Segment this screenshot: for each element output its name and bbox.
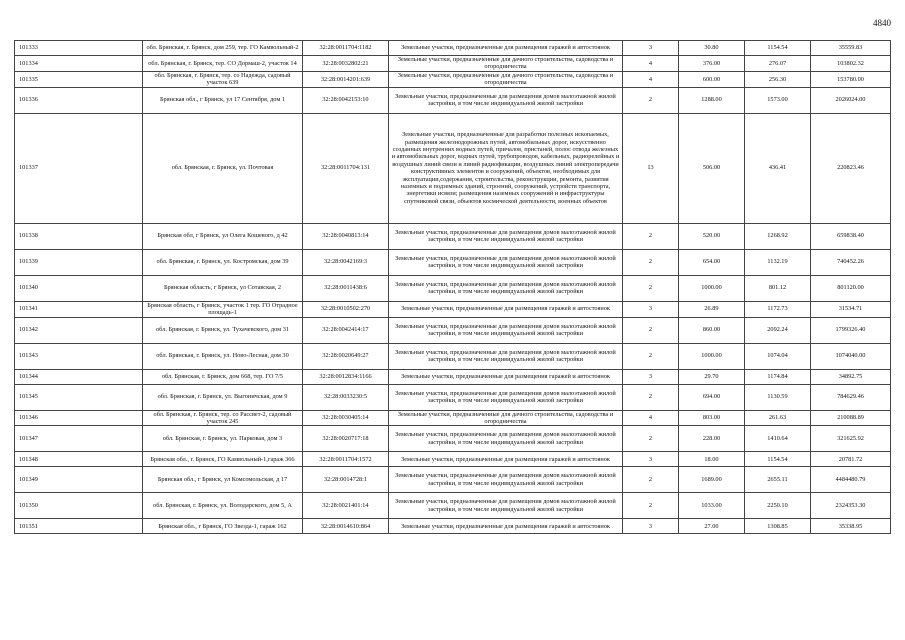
group-cell: 2 — [623, 467, 679, 493]
cadastral-value-cell: 2026024.00 — [811, 87, 891, 113]
table-row — [15, 493, 891, 519]
table-row — [15, 249, 891, 275]
land-use-cell: Земельные участки, предназначенные для размещения домов малоэтажной жилой застройки, в том числе индивидуальной жилой застройки — [389, 343, 623, 369]
cadastral-value-cell: 784629.46 — [811, 384, 891, 410]
table-row — [15, 301, 891, 317]
cadastral-value-cell: 4484480.79 — [811, 467, 891, 493]
row-id-cell: 101349 — [15, 467, 143, 493]
cadastral-number-cell: 32:28:0012834:1166 — [303, 369, 389, 384]
address-cell: обл. Брянская, г. Брянск, тер. со Надежда, садовый участок 639 — [143, 71, 303, 87]
address-cell: Брянская обл., г. Брянск, ГО Камвольный-1,гараж 366 — [143, 452, 303, 467]
specific-value-cell: 1130.59 — [745, 384, 811, 410]
table-row — [15, 317, 891, 343]
row-id-cell: 101345 — [15, 384, 143, 410]
cadastral-value-cell: 1074040.00 — [811, 343, 891, 369]
row-id-cell: 101342 — [15, 317, 143, 343]
cadastral-value-cell: 35338.95 — [811, 519, 891, 534]
cadastral-value-cell: 31534.71 — [811, 301, 891, 317]
address-cell: обл. Брянская, г. Брянск, ул. Выгоничская, дом 9 — [143, 384, 303, 410]
specific-value-cell: 1573.00 — [745, 87, 811, 113]
group-cell: 13 — [623, 113, 679, 223]
table-row — [15, 519, 891, 534]
specific-value-cell: 1132.19 — [745, 249, 811, 275]
row-id-cell: 101343 — [15, 343, 143, 369]
cadastral-value-cell: 35559.83 — [811, 41, 891, 56]
cadastral-number-cell: 32:28:0040813:14 — [303, 223, 389, 249]
cadastral-number-cell: 32:28:0021401:14 — [303, 493, 389, 519]
land-use-cell: Земельные участки, предназначенные для размещения домов малоэтажной жилой застройки, в том числе индивидуальной жилой застройки — [389, 275, 623, 301]
group-cell: 2 — [623, 426, 679, 452]
land-use-cell: Земельные участки, предназначенные для размещения домов малоэтажной жилой застройки, в том числе индивидуальной жилой застройки — [389, 467, 623, 493]
area-cell: 1000.00 — [679, 275, 745, 301]
specific-value-cell: 256.30 — [745, 71, 811, 87]
group-cell: 3 — [623, 301, 679, 317]
row-id-cell: 101335 — [15, 71, 143, 87]
specific-value-cell: 1410.64 — [745, 426, 811, 452]
table-row — [15, 452, 891, 467]
row-id-cell: 101351 — [15, 519, 143, 534]
cadastral-value-cell: 740452.26 — [811, 249, 891, 275]
cadastral-value-cell: 659838.40 — [811, 223, 891, 249]
row-id-cell: 101348 — [15, 452, 143, 467]
land-use-cell: Земельные участки, предназначенные для размещения гаражей и автостоянок — [389, 369, 623, 384]
area-cell: 27.00 — [679, 519, 745, 534]
group-cell: 3 — [623, 369, 679, 384]
row-id-cell: 101339 — [15, 249, 143, 275]
row-id-cell: 101334 — [15, 56, 143, 72]
row-id-cell: 101350 — [15, 493, 143, 519]
land-use-cell: Земельные участки, предназначенные для разработки полезных ископаемых, размещения железнодорожных путей, автомобильных дорог, искусственно созданных внутренних водных путей, причалов, пристаней, полос отвода железных и автомобильных дорог, водных путей, трубопроводов, кабельных, радиорелейных и воздушных линий связи и линий радиофикации, воздушных линий электропередачи конструктивных элементов и сооружений, объектов, необходимых для эксплуатации,содержания, строительства, реконструкции, ремонта, развития наземных и подземных зданий, строений, сооружений, устройств транспорта, энергетики исвязи; размещения наземных сооружений и инфраструктуры спутниковой связи, объектов космической деятельности, военных объектов — [389, 113, 623, 223]
cadastral-number-cell: 32:28:0011704:1572 — [303, 452, 389, 467]
area-cell: 1033.00 — [679, 493, 745, 519]
group-cell: 3 — [623, 41, 679, 56]
group-cell: 2 — [623, 275, 679, 301]
cadastral-value-cell: 2324353.30 — [811, 493, 891, 519]
row-id-cell: 101340 — [15, 275, 143, 301]
specific-value-cell: 1174.84 — [745, 369, 811, 384]
page-number: 4840 — [873, 18, 891, 28]
address-cell: Брянская область, г Брянск, ул Сотавская, 2 — [143, 275, 303, 301]
cadastral-number-cell: 32:28:0020649:27 — [303, 343, 389, 369]
area-cell: 694.00 — [679, 384, 745, 410]
area-cell: 860.00 — [679, 317, 745, 343]
area-cell: 29.70 — [679, 369, 745, 384]
row-id-cell: 101337 — [15, 113, 143, 223]
table-row — [15, 384, 891, 410]
address-cell: обл. Брянская, г. Брянск, тер. со Рассвет-2, садовый участок 245 — [143, 410, 303, 426]
specific-value-cell: 1268.92 — [745, 223, 811, 249]
land-use-cell: Земельные участки, предназначенные для дачного строительства, садоводства и огородничества — [389, 56, 623, 72]
specific-value-cell: 2092.24 — [745, 317, 811, 343]
cadastral-value-cell: 220823.46 — [811, 113, 891, 223]
address-cell: обл. Брянская, г. Брянск, ул. Почтовая — [143, 113, 303, 223]
row-id-cell: 101338 — [15, 223, 143, 249]
area-cell: 654.00 — [679, 249, 745, 275]
specific-value-cell: 2250.10 — [745, 493, 811, 519]
cadastral-number-cell: 32:28:0014610:864 — [303, 519, 389, 534]
specific-value-cell: 1154.54 — [745, 41, 811, 56]
address-cell: обл. Брянская, г. Брянск, ул. Тухачевского, дом 31 — [143, 317, 303, 343]
cadastral-number-cell: 32:28:0011438:6 — [303, 275, 389, 301]
table-row — [15, 426, 891, 452]
cadastral-number-cell: 32:28:0010502:270 — [303, 301, 389, 317]
group-cell: 3 — [623, 452, 679, 467]
group-cell: 2 — [623, 493, 679, 519]
land-use-cell: Земельные участки, предназначенные для размещения гаражей и автостоянок — [389, 301, 623, 317]
specific-value-cell: 1308.85 — [745, 519, 811, 534]
area-cell: 506.00 — [679, 113, 745, 223]
table-row — [15, 41, 891, 56]
specific-value-cell: 801.12 — [745, 275, 811, 301]
cadastral-value-table — [14, 40, 891, 534]
address-cell: обл. Брянская, г. Брянск, ул. Костромская, дом 39 — [143, 249, 303, 275]
row-id-cell: 101333 — [15, 41, 143, 56]
land-use-cell: Земельные участки, предназначенные для размещения домов малоэтажной жилой застройки, в том числе индивидуальной жилой застройки — [389, 87, 623, 113]
cadastral-number-cell: 32:28:0014728:1 — [303, 467, 389, 493]
cadastral-number-cell: 32:28:0030405:14 — [303, 410, 389, 426]
address-cell: обл. Брянская, г. Брянск, ул. Ново-Лесная, дом 30 — [143, 343, 303, 369]
cadastral-value-cell: 34892.75 — [811, 369, 891, 384]
cadastral-number-cell: 32:28:0011704:131 — [303, 113, 389, 223]
land-use-cell: Земельные участки, предназначенные для дачного строительства, садоводства и огородничества — [389, 71, 623, 87]
row-id-cell: 101347 — [15, 426, 143, 452]
row-id-cell: 101336 — [15, 87, 143, 113]
specific-value-cell: 1074.04 — [745, 343, 811, 369]
group-cell: 2 — [623, 343, 679, 369]
land-use-cell: Земельные участки, предназначенные для размещения домов малоэтажной жилой застройки, в том числе индивидуальной жилой застройки — [389, 426, 623, 452]
group-cell: 2 — [623, 317, 679, 343]
land-use-cell: Земельные участки, предназначенные для размещения домов малоэтажной жилой застройки, в том числе индивидуальной жилой застройки — [389, 317, 623, 343]
area-cell: 30.80 — [679, 41, 745, 56]
cadastral-number-cell: 32:28:0014201:639 — [303, 71, 389, 87]
group-cell: 2 — [623, 87, 679, 113]
group-cell: 4 — [623, 410, 679, 426]
table-row — [15, 113, 891, 223]
address-cell: Брянская область, г Брянск, участок 1 тер. ГО Отрадное площадь-1 — [143, 301, 303, 317]
area-cell: 228.00 — [679, 426, 745, 452]
area-cell: 600.00 — [679, 71, 745, 87]
cadastral-value-cell: 153780.00 — [811, 71, 891, 87]
land-use-cell: Земельные участки, предназначенные для размещения гаражей и автостоянок — [389, 519, 623, 534]
address-cell: Брянская обл., г Брянск, ул Комсомольская, д 17 — [143, 467, 303, 493]
table-row — [15, 410, 891, 426]
land-use-cell: Земельные участки, предназначенные для размещения домов малоэтажной жилой застройки, в том числе индивидуальной жилой застройки — [389, 384, 623, 410]
specific-value-cell: 261.63 — [745, 410, 811, 426]
address-cell: Брянская обл, г Брянск, ул Олега Кошевого, д 42 — [143, 223, 303, 249]
row-id-cell: 101346 — [15, 410, 143, 426]
cadastral-number-cell: 32:28:0020717:18 — [303, 426, 389, 452]
table-row — [15, 71, 891, 87]
address-cell: Брянская обл., г Брянск, ГО Звезда-1, гараж 162 — [143, 519, 303, 534]
specific-value-cell: 1154.54 — [745, 452, 811, 467]
land-use-cell: Земельные участки, предназначенные для размещения гаражей и автостоянок — [389, 452, 623, 467]
land-use-cell: Земельные участки, предназначенные для размещения домов малоэтажной жилой застройки, в том числе индивидуальной жилой застройки — [389, 249, 623, 275]
cadastral-value-cell: 801120.00 — [811, 275, 891, 301]
cadastral-number-cell: 32:28:0042169:3 — [303, 249, 389, 275]
area-cell: 520.00 — [679, 223, 745, 249]
address-cell: обл. Брянская, г. Брянск, дом 259, тер. ГО Камвольный-2 — [143, 41, 303, 56]
cadastral-value-cell: 103802.32 — [811, 56, 891, 72]
group-cell: 2 — [623, 384, 679, 410]
area-cell: 26.89 — [679, 301, 745, 317]
address-cell: обл. Брянская, г. Брянск, ул. Парковая, дом 3 — [143, 426, 303, 452]
cadastral-value-cell: 20781.72 — [811, 452, 891, 467]
cadastral-value-cell: 321625.92 — [811, 426, 891, 452]
table-row — [15, 369, 891, 384]
table-row — [15, 87, 891, 113]
group-cell: 2 — [623, 249, 679, 275]
cadastral-number-cell: 32:28:0011704:1182 — [303, 41, 389, 56]
group-cell: 3 — [623, 519, 679, 534]
address-cell: Брянская обл., г Брянск, ул 17 Сентября, дом 1 — [143, 87, 303, 113]
area-cell: 803.00 — [679, 410, 745, 426]
area-cell: 1689.00 — [679, 467, 745, 493]
specific-value-cell: 436.41 — [745, 113, 811, 223]
address-cell: обл. Брянская, г. Брянск, тер. СО Дормаш-2, участок 14 — [143, 56, 303, 72]
cadastral-number-cell: 32:28:0042414:17 — [303, 317, 389, 343]
table-row — [15, 56, 891, 72]
land-use-cell: Земельные участки, предназначенные для размещения домов малоэтажной жилой застройки, в том числе индивидуальной жилой застройки — [389, 223, 623, 249]
specific-value-cell: 276.07 — [745, 56, 811, 72]
land-use-cell: Земельные участки, предназначенные для размещения домов малоэтажной жилой застройки, в том числе индивидуальной жилой застройки — [389, 493, 623, 519]
table-row — [15, 223, 891, 249]
cadastral-value-cell: 1799326.40 — [811, 317, 891, 343]
specific-value-cell: 2655.11 — [745, 467, 811, 493]
area-cell: 18.00 — [679, 452, 745, 467]
land-use-cell: Земельные участки, предназначенные для дачного строительства, садоводства и огородничества — [389, 410, 623, 426]
row-id-cell: 101344 — [15, 369, 143, 384]
cadastral-number-cell: 32:28:0033230:5 — [303, 384, 389, 410]
cadastral-value-cell: 210088.89 — [811, 410, 891, 426]
table-row — [15, 343, 891, 369]
table-row — [15, 275, 891, 301]
area-cell: 376.00 — [679, 56, 745, 72]
cadastral-number-cell: 32:28:0042153:10 — [303, 87, 389, 113]
area-cell: 1000.00 — [679, 343, 745, 369]
area-cell: 1288.00 — [679, 87, 745, 113]
group-cell: 4 — [623, 71, 679, 87]
specific-value-cell: 1172.73 — [745, 301, 811, 317]
table-body — [15, 41, 891, 534]
row-id-cell: 101341 — [15, 301, 143, 317]
address-cell: обл. Брянская, г. Брянск, дом 668, тер. ГО 7/5 — [143, 369, 303, 384]
address-cell: обл. Брянская, г. Брянск, ул. Володарского, дом 5, А — [143, 493, 303, 519]
land-use-cell: Земельные участки, предназначенные для размещения гаражей и автостоянок — [389, 41, 623, 56]
group-cell: 4 — [623, 56, 679, 72]
table-row — [15, 467, 891, 493]
group-cell: 2 — [623, 223, 679, 249]
cadastral-number-cell: 32:28:0032802:21 — [303, 56, 389, 72]
